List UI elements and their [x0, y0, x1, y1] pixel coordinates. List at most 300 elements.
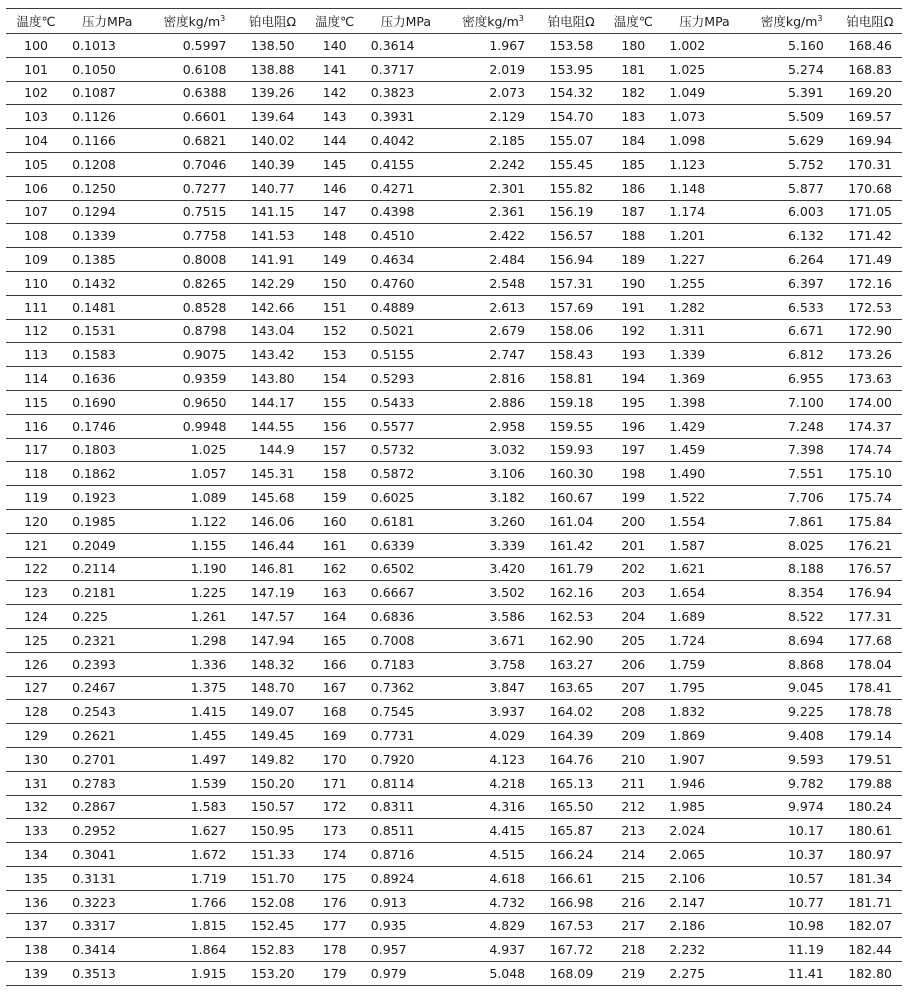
- pressure-cell: 0.4634: [365, 248, 447, 272]
- table-row: [6, 414, 902, 438]
- temperature-cell: 205: [603, 628, 663, 652]
- density-cell: 3.847: [447, 676, 539, 700]
- density-cell: 1.025: [148, 438, 240, 462]
- resistance-cell: 165.50: [539, 795, 603, 819]
- density-cell: 2.422: [447, 224, 539, 248]
- resistance-cell: 142.29: [241, 271, 305, 295]
- temperature-cell: 139: [6, 962, 66, 986]
- table-row: [6, 676, 902, 700]
- table-row: [6, 628, 902, 652]
- pressure-cell: 0.935: [365, 914, 447, 938]
- temperature-cell: 176: [305, 890, 365, 914]
- temperature-cell: 212: [603, 795, 663, 819]
- temperature-cell: 207: [603, 676, 663, 700]
- resistance-cell: 149.82: [241, 747, 305, 771]
- table-row: [6, 367, 902, 391]
- temperature-cell: 131: [6, 771, 66, 795]
- density-cell: 5.274: [746, 57, 838, 81]
- temperature-cell: 130: [6, 747, 66, 771]
- temperature-cell: 148: [305, 224, 365, 248]
- pressure-cell: 0.1339: [66, 224, 148, 248]
- temperature-cell: 197: [603, 438, 663, 462]
- pressure-cell: 1.073: [663, 105, 745, 129]
- pressure-cell: 1.587: [663, 533, 745, 557]
- table-row: [6, 343, 902, 367]
- pressure-cell: 0.4889: [365, 295, 447, 319]
- temperature-cell: 161: [305, 533, 365, 557]
- pressure-cell: 1.689: [663, 605, 745, 629]
- density-cell: 4.937: [447, 938, 539, 962]
- density-cell: 0.6108: [148, 57, 240, 81]
- density-cell: 0.9075: [148, 343, 240, 367]
- temperature-cell: 208: [603, 700, 663, 724]
- density-cell: 5.160: [746, 34, 838, 58]
- resistance-cell: 182.80: [838, 962, 902, 986]
- temperature-cell: 112: [6, 319, 66, 343]
- table-row: [6, 724, 902, 748]
- pressure-cell: 0.3614: [365, 34, 447, 58]
- density-cell: 11.19: [746, 938, 838, 962]
- pressure-cell: 0.1985: [66, 509, 148, 533]
- temperature-cell: 200: [603, 509, 663, 533]
- temperature-cell: 141: [305, 57, 365, 81]
- density-cell: 1.261: [148, 605, 240, 629]
- pressure-cell: 0.3931: [365, 105, 447, 129]
- pressure-cell: 1.429: [663, 414, 745, 438]
- resistance-cell: 169.20: [838, 81, 902, 105]
- density-cell: 2.886: [447, 390, 539, 414]
- density-cell: 0.6601: [148, 105, 240, 129]
- pressure-cell: 0.1294: [66, 200, 148, 224]
- pressure-cell: 0.7362: [365, 676, 447, 700]
- table-row: [6, 486, 902, 510]
- density-cell: 9.045: [746, 676, 838, 700]
- resistance-cell: 138.88: [241, 57, 305, 81]
- density-cell: 3.182: [447, 486, 539, 510]
- temperature-cell: 191: [603, 295, 663, 319]
- temperature-cell: 206: [603, 652, 663, 676]
- pressure-cell: 0.8311: [365, 795, 447, 819]
- resistance-cell: 153.58: [539, 34, 603, 58]
- temperature-cell: 151: [305, 295, 365, 319]
- pressure-cell: 1.654: [663, 581, 745, 605]
- temperature-cell: 204: [603, 605, 663, 629]
- pressure-cell: 1.795: [663, 676, 745, 700]
- resistance-cell: 173.26: [838, 343, 902, 367]
- table-row: [6, 962, 902, 986]
- density-cell: 3.758: [447, 652, 539, 676]
- pressure-cell: 1.832: [663, 700, 745, 724]
- resistance-cell: 168.83: [838, 57, 902, 81]
- temperature-cell: 144: [305, 129, 365, 153]
- resistance-cell: 145.31: [241, 462, 305, 486]
- pressure-cell: 0.913: [365, 890, 447, 914]
- temperature-cell: 178: [305, 938, 365, 962]
- density-cell: 8.354: [746, 581, 838, 605]
- resistance-cell: 150.95: [241, 819, 305, 843]
- density-cell: 7.706: [746, 486, 838, 510]
- resistance-cell: 144.9: [241, 438, 305, 462]
- resistance-cell: 152.45: [241, 914, 305, 938]
- resistance-cell: 147.19: [241, 581, 305, 605]
- density-cell: 4.829: [447, 914, 539, 938]
- pressure-cell: 0.2114: [66, 557, 148, 581]
- resistance-cell: 141.53: [241, 224, 305, 248]
- temperature-cell: 149: [305, 248, 365, 272]
- density-cell: 1.225: [148, 581, 240, 605]
- pressure-cell: 1.049: [663, 81, 745, 105]
- pressure-cell: 0.1583: [66, 343, 148, 367]
- density-cell: 6.671: [746, 319, 838, 343]
- resistance-cell: 143.04: [241, 319, 305, 343]
- pressure-cell: 0.8716: [365, 843, 447, 867]
- temperature-cell: 140: [305, 34, 365, 58]
- pressure-cell: 0.1385: [66, 248, 148, 272]
- pressure-cell: 0.2467: [66, 676, 148, 700]
- resistance-cell: 144.55: [241, 414, 305, 438]
- resistance-cell: 179.88: [838, 771, 902, 795]
- temperature-cell: 118: [6, 462, 66, 486]
- table-row: [6, 843, 902, 867]
- header-density: [746, 9, 838, 34]
- pressure-cell: 0.7920: [365, 747, 447, 771]
- resistance-cell: 159.93: [539, 438, 603, 462]
- pressure-cell: 1.398: [663, 390, 745, 414]
- density-cell: 2.019: [447, 57, 539, 81]
- pressure-cell: 0.2181: [66, 581, 148, 605]
- density-cell: 1.298: [148, 628, 240, 652]
- density-cell: 7.100: [746, 390, 838, 414]
- pressure-cell: 1.339: [663, 343, 745, 367]
- resistance-cell: 151.33: [241, 843, 305, 867]
- header-density: [148, 9, 240, 34]
- pressure-cell: 0.2783: [66, 771, 148, 795]
- resistance-cell: 145.68: [241, 486, 305, 510]
- resistance-cell: 153.20: [241, 962, 305, 986]
- pressure-cell: 0.5732: [365, 438, 447, 462]
- resistance-cell: 169.57: [838, 105, 902, 129]
- table-row: [6, 34, 902, 58]
- density-cell: 11.41: [746, 962, 838, 986]
- temperature-cell: 170: [305, 747, 365, 771]
- table-row: [6, 747, 902, 771]
- resistance-cell: 175.10: [838, 462, 902, 486]
- temperature-cell: 218: [603, 938, 663, 962]
- pressure-cell: 0.1636: [66, 367, 148, 391]
- temperature-cell: 126: [6, 652, 66, 676]
- resistance-cell: 156.94: [539, 248, 603, 272]
- pressure-cell: 1.459: [663, 438, 745, 462]
- pressure-cell: 0.1923: [66, 486, 148, 510]
- header-density-label: 密度kg/m: [760, 14, 818, 29]
- density-cell: 6.003: [746, 200, 838, 224]
- density-cell: 8.694: [746, 628, 838, 652]
- pressure-cell: 0.1746: [66, 414, 148, 438]
- temperature-cell: 190: [603, 271, 663, 295]
- resistance-cell: 140.77: [241, 176, 305, 200]
- resistance-cell: 180.24: [838, 795, 902, 819]
- temperature-cell: 128: [6, 700, 66, 724]
- density-cell: 4.123: [447, 747, 539, 771]
- header-density-exponent: 3: [518, 14, 524, 23]
- resistance-cell: 180.61: [838, 819, 902, 843]
- resistance-cell: 141.15: [241, 200, 305, 224]
- density-cell: 1.057: [148, 462, 240, 486]
- pressure-cell: 0.5293: [365, 367, 447, 391]
- pressure-cell: 1.025: [663, 57, 745, 81]
- density-cell: 0.9948: [148, 414, 240, 438]
- resistance-cell: 157.69: [539, 295, 603, 319]
- temperature-cell: 201: [603, 533, 663, 557]
- resistance-cell: 177.68: [838, 628, 902, 652]
- resistance-cell: 143.42: [241, 343, 305, 367]
- density-cell: 1.122: [148, 509, 240, 533]
- temperature-cell: 158: [305, 462, 365, 486]
- density-cell: 10.37: [746, 843, 838, 867]
- density-cell: 0.8008: [148, 248, 240, 272]
- pressure-cell: 0.2867: [66, 795, 148, 819]
- temperature-cell: 117: [6, 438, 66, 462]
- temperature-cell: 213: [603, 819, 663, 843]
- resistance-cell: 154.32: [539, 81, 603, 105]
- pressure-cell: 1.490: [663, 462, 745, 486]
- table-row: [6, 248, 902, 272]
- resistance-cell: 172.16: [838, 271, 902, 295]
- density-cell: 0.8528: [148, 295, 240, 319]
- density-cell: 4.732: [447, 890, 539, 914]
- temperature-cell: 147: [305, 200, 365, 224]
- pressure-cell: 0.1208: [66, 152, 148, 176]
- pressure-cell: 1.985: [663, 795, 745, 819]
- density-cell: 4.415: [447, 819, 539, 843]
- temperature-cell: 111: [6, 295, 66, 319]
- pressure-cell: 2.275: [663, 962, 745, 986]
- resistance-cell: 138.50: [241, 34, 305, 58]
- pressure-cell: 0.3823: [365, 81, 447, 105]
- temperature-cell: 210: [603, 747, 663, 771]
- header-pressure: 压力MPa: [365, 9, 447, 34]
- density-cell: 6.397: [746, 271, 838, 295]
- pressure-cell: 0.1250: [66, 176, 148, 200]
- pressure-cell: 0.5021: [365, 319, 447, 343]
- temperature-cell: 156: [305, 414, 365, 438]
- resistance-cell: 150.20: [241, 771, 305, 795]
- resistance-cell: 171.05: [838, 200, 902, 224]
- resistance-cell: 153.95: [539, 57, 603, 81]
- pressure-cell: 0.7731: [365, 724, 447, 748]
- pressure-cell: 0.3041: [66, 843, 148, 867]
- density-cell: 2.484: [447, 248, 539, 272]
- pressure-cell: 0.2393: [66, 652, 148, 676]
- header-resistance: 铂电阻Ω: [539, 9, 603, 34]
- density-cell: 5.509: [746, 105, 838, 129]
- temperature-cell: 152: [305, 319, 365, 343]
- header-temperature: 温度℃: [305, 9, 365, 34]
- resistance-cell: 171.42: [838, 224, 902, 248]
- temperature-cell: 135: [6, 866, 66, 890]
- temperature-cell: 153: [305, 343, 365, 367]
- resistance-cell: 181.34: [838, 866, 902, 890]
- temperature-cell: 172: [305, 795, 365, 819]
- resistance-cell: 179.51: [838, 747, 902, 771]
- table-row: [6, 57, 902, 81]
- density-cell: 1.864: [148, 938, 240, 962]
- pressure-cell: 1.554: [663, 509, 745, 533]
- density-cell: 9.408: [746, 724, 838, 748]
- header-temperature: 温度℃: [603, 9, 663, 34]
- pressure-cell: 0.2543: [66, 700, 148, 724]
- resistance-cell: 160.67: [539, 486, 603, 510]
- density-cell: 6.955: [746, 367, 838, 391]
- resistance-cell: 182.44: [838, 938, 902, 962]
- pressure-cell: 2.106: [663, 866, 745, 890]
- temperature-cell: 182: [603, 81, 663, 105]
- density-cell: 0.7515: [148, 200, 240, 224]
- header-density-exponent: 3: [220, 14, 226, 23]
- temperature-cell: 198: [603, 462, 663, 486]
- density-cell: 1.155: [148, 533, 240, 557]
- table-body: [6, 34, 902, 986]
- resistance-cell: 168.09: [539, 962, 603, 986]
- pressure-cell: 2.232: [663, 938, 745, 962]
- header-row: [6, 9, 902, 34]
- density-cell: 8.188: [746, 557, 838, 581]
- density-cell: 0.5997: [148, 34, 240, 58]
- temperature-cell: 138: [6, 938, 66, 962]
- density-cell: 5.629: [746, 129, 838, 153]
- resistance-cell: 149.07: [241, 700, 305, 724]
- temperature-cell: 203: [603, 581, 663, 605]
- pressure-cell: 0.5577: [365, 414, 447, 438]
- pressure-cell: 0.6502: [365, 557, 447, 581]
- density-cell: 0.6821: [148, 129, 240, 153]
- temperature-cell: 124: [6, 605, 66, 629]
- density-cell: 7.248: [746, 414, 838, 438]
- density-cell: 3.106: [447, 462, 539, 486]
- density-cell: 1.766: [148, 890, 240, 914]
- temperature-cell: 188: [603, 224, 663, 248]
- density-cell: 2.242: [447, 152, 539, 176]
- pressure-cell: 0.6836: [365, 605, 447, 629]
- resistance-cell: 167.53: [539, 914, 603, 938]
- resistance-cell: 173.63: [838, 367, 902, 391]
- resistance-cell: 178.78: [838, 700, 902, 724]
- resistance-cell: 155.07: [539, 129, 603, 153]
- resistance-cell: 182.07: [838, 914, 902, 938]
- resistance-cell: 156.57: [539, 224, 603, 248]
- resistance-cell: 179.14: [838, 724, 902, 748]
- pressure-cell: 0.5872: [365, 462, 447, 486]
- resistance-cell: 178.04: [838, 652, 902, 676]
- pressure-cell: 0.4271: [365, 176, 447, 200]
- density-cell: 1.815: [148, 914, 240, 938]
- resistance-cell: 155.45: [539, 152, 603, 176]
- pressure-cell: 1.724: [663, 628, 745, 652]
- temperature-cell: 155: [305, 390, 365, 414]
- density-cell: 3.420: [447, 557, 539, 581]
- temperature-cell: 160: [305, 509, 365, 533]
- density-cell: 3.502: [447, 581, 539, 605]
- density-cell: 2.301: [447, 176, 539, 200]
- temperature-cell: 209: [603, 724, 663, 748]
- density-cell: 4.316: [447, 795, 539, 819]
- pressure-cell: 1.174: [663, 200, 745, 224]
- pressure-cell: 2.186: [663, 914, 745, 938]
- density-cell: 0.8265: [148, 271, 240, 295]
- temperature-cell: 164: [305, 605, 365, 629]
- density-cell: 2.816: [447, 367, 539, 391]
- temperature-cell: 127: [6, 676, 66, 700]
- table-row: [6, 462, 902, 486]
- resistance-cell: 170.68: [838, 176, 902, 200]
- temperature-cell: 175: [305, 866, 365, 890]
- density-cell: 6.812: [746, 343, 838, 367]
- temperature-cell: 150: [305, 271, 365, 295]
- resistance-cell: 150.57: [241, 795, 305, 819]
- temperature-cell: 215: [603, 866, 663, 890]
- resistance-cell: 159.18: [539, 390, 603, 414]
- temperature-cell: 129: [6, 724, 66, 748]
- temperature-cell: 196: [603, 414, 663, 438]
- table-row: [6, 152, 902, 176]
- density-cell: 0.8798: [148, 319, 240, 343]
- resistance-cell: 167.72: [539, 938, 603, 962]
- density-cell: 1.915: [148, 962, 240, 986]
- resistance-cell: 158.81: [539, 367, 603, 391]
- resistance-cell: 154.70: [539, 105, 603, 129]
- table-row: [6, 866, 902, 890]
- pressure-cell: 0.6181: [365, 509, 447, 533]
- pressure-cell: 0.3414: [66, 938, 148, 962]
- table-row: [6, 533, 902, 557]
- temperature-cell: 216: [603, 890, 663, 914]
- temperature-cell: 183: [603, 105, 663, 129]
- header-density: [447, 9, 539, 34]
- resistance-cell: 175.84: [838, 509, 902, 533]
- resistance-cell: 171.49: [838, 248, 902, 272]
- resistance-cell: 139.26: [241, 81, 305, 105]
- density-cell: 2.129: [447, 105, 539, 129]
- density-cell: 3.671: [447, 628, 539, 652]
- resistance-cell: 156.19: [539, 200, 603, 224]
- density-cell: 2.679: [447, 319, 539, 343]
- temperature-cell: 194: [603, 367, 663, 391]
- density-cell: 2.548: [447, 271, 539, 295]
- temperature-cell: 202: [603, 557, 663, 581]
- density-cell: 1.089: [148, 486, 240, 510]
- temperature-cell: 185: [603, 152, 663, 176]
- density-cell: 1.375: [148, 676, 240, 700]
- resistance-cell: 140.39: [241, 152, 305, 176]
- density-cell: 1.967: [447, 34, 539, 58]
- header-density-label: 密度kg/m: [163, 14, 221, 29]
- resistance-cell: 146.44: [241, 533, 305, 557]
- pressure-cell: 0.1481: [66, 295, 148, 319]
- table-row: [6, 652, 902, 676]
- temperature-cell: 125: [6, 628, 66, 652]
- pressure-cell: 0.1531: [66, 319, 148, 343]
- pressure-cell: 0.2321: [66, 628, 148, 652]
- resistance-cell: 166.24: [539, 843, 603, 867]
- resistance-cell: 180.97: [838, 843, 902, 867]
- temperature-cell: 123: [6, 581, 66, 605]
- table-row: [6, 795, 902, 819]
- table-row: [6, 81, 902, 105]
- temperature-cell: 103: [6, 105, 66, 129]
- pressure-cell: 0.1690: [66, 390, 148, 414]
- resistance-cell: 162.53: [539, 605, 603, 629]
- temperature-cell: 166: [305, 652, 365, 676]
